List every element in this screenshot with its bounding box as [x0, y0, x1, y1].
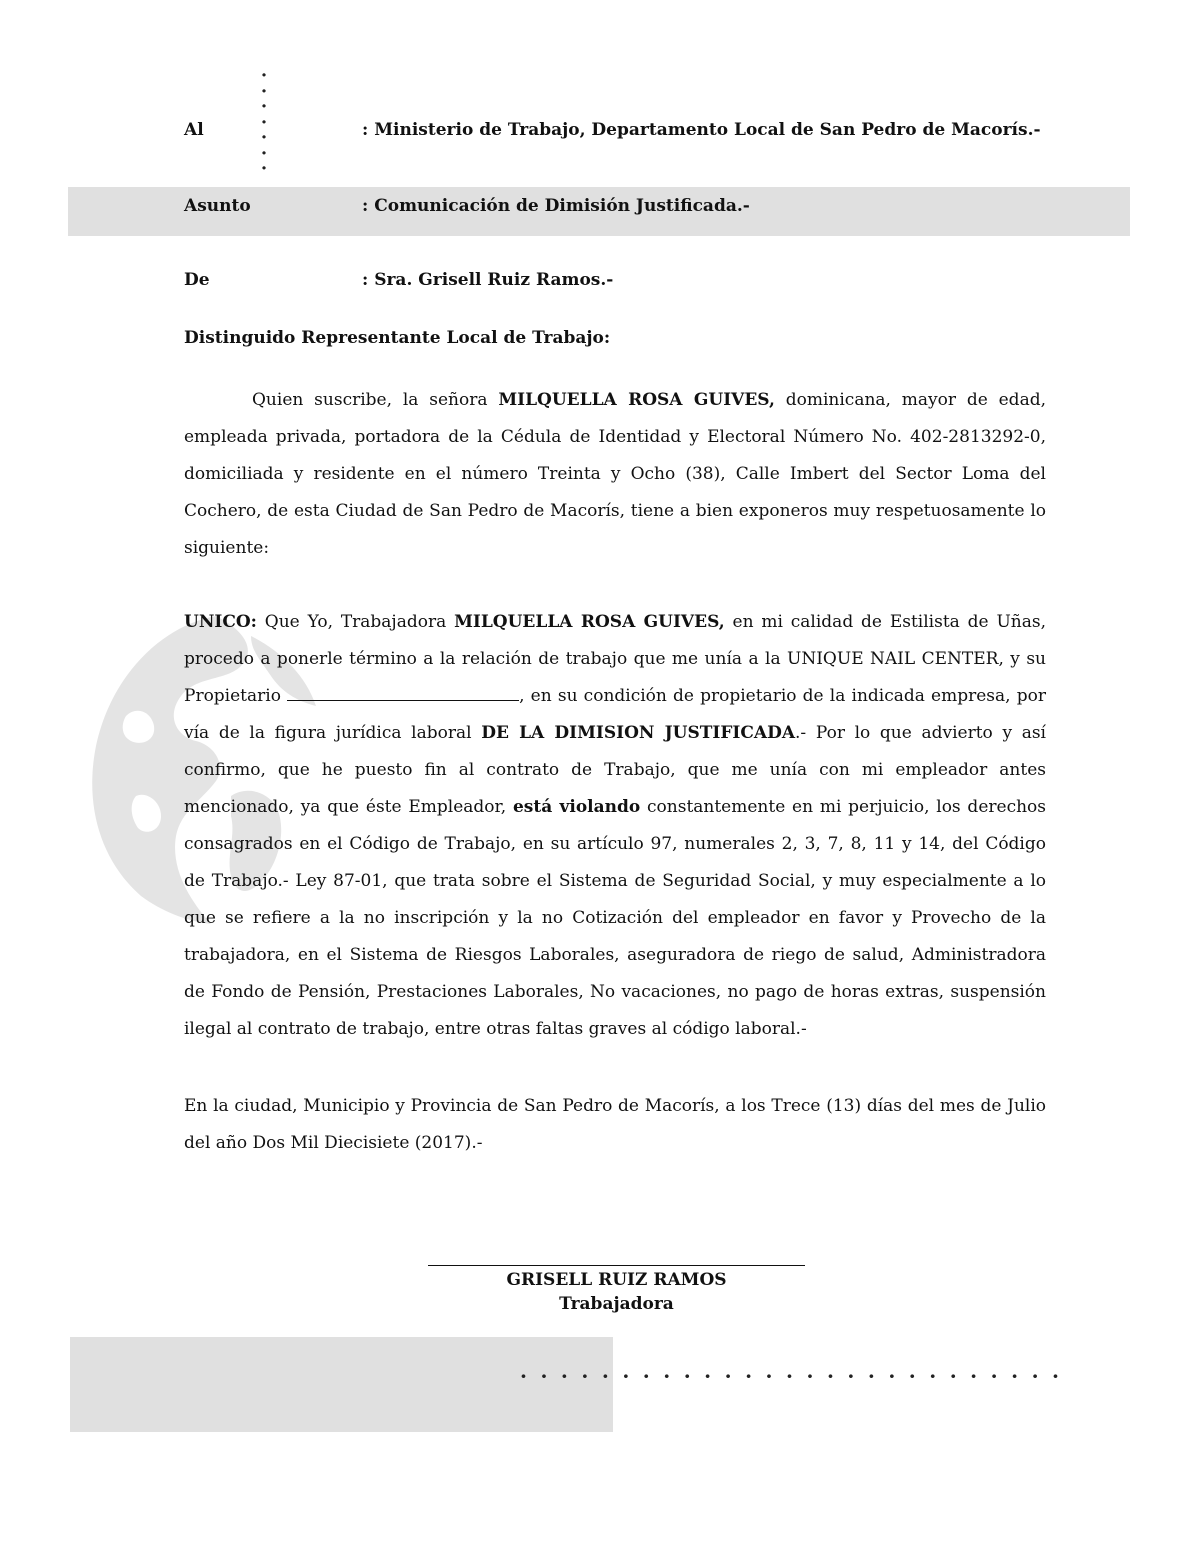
text-span: Quien suscribe, la señora	[252, 390, 499, 410]
text-span: dominicana, mayor de edad, empleada privada, portadora de la Cédula de Identidad y Electoral Número No. 402-2813292-0, domiciliada y residente en el número Treinta y Ocho (38), Calle Imbert del Sector Loma del Cochero, de esta Ciudad de San Pedro de Macorís, tiene a bien exponeros muy respetuosamente lo siguiente:	[184, 390, 1046, 558]
text-span: en mi calidad de Estilista de Uñas, procedo a ponerle término a la relación de trabajo que me unía a la UNIQUE NAIL CENTER, y su Propietario	[184, 612, 1046, 706]
subject-label: Asunto	[184, 196, 251, 216]
bold-span: MILQUELLA ROSA GUIVES,	[454, 612, 725, 632]
text-span: constantemente en mi perjuicio, los derechos consagrados en el Código de Trabajo, en su artículo 97, numerales 2, 3, 7, 8, 11 y 14, del Código de Trabajo.- Ley 87-01, que trata sobre el Sistema de Seguridad Social, y muy especialmente a lo que se refiere a la no inscripción y la no Cotización del empleador en favor y Provecho de la trabajadora, en el Sistema de Riesgos Laborales, aseguradora de riego de salud, Administradora de Fondo de Pensión, Prestaciones Laborales, No vacaciones, no pago de horas extras, suspensión ilegal al contrato de trabajo, entre otras faltas graves al código laboral.-	[184, 797, 1046, 1039]
bold-span: UNICO:	[184, 612, 257, 632]
vertical-dots-ornament: · · · · · · ·	[260, 65, 268, 179]
subject-value: : Comunicación de Dimisión Justificada.-	[362, 196, 750, 216]
bold-span: DE LA DIMISION JUSTIFICADA	[481, 723, 796, 743]
text-span: , en su condición de propietario de la indicada empresa, por vía de la figura jurídica laboral	[184, 686, 1046, 743]
from-value: : Sra. Grisell Ruiz Ramos.-	[362, 270, 614, 290]
bold-span: está violando	[512, 797, 641, 817]
to-value: : Ministerio de Trabajo, Departamento Local de San Pedro de Macorís.-	[362, 120, 1041, 140]
owner-blank-line	[287, 686, 519, 701]
intro-paragraph	[184, 382, 1046, 567]
signature-role: Trabajadora	[559, 1294, 674, 1314]
salutation: Distinguido Representante Local de Trabajo:	[184, 328, 611, 348]
text-span: .- Por lo que advierto y así confirmo, que he puesto fin al contrato de Trabajo, que me unía con mi empleador antes mencionado, ya que éste Empleador,	[184, 723, 1046, 817]
signature-name: GRISELL RUIZ RAMOS	[506, 1270, 727, 1290]
bold-span: MILQUELLA ROSA GUIVES,	[498, 390, 775, 410]
signature-line	[428, 1265, 805, 1266]
signature-block	[428, 1268, 805, 1316]
text-span: Que Yo, Trabajadora	[256, 612, 455, 632]
main-paragraph	[184, 604, 1046, 1048]
closing-paragraph: En la ciudad, Municipio y Provincia de San Pedro de Macorís, a los Trece (13) días del mes de Julio del año Dos Mil Diecisiete (2017).-	[184, 1096, 1046, 1153]
horizontal-dots-ornament: ···························	[520, 1364, 1073, 1388]
from-label: De	[184, 270, 210, 290]
to-label: Al	[184, 120, 204, 140]
